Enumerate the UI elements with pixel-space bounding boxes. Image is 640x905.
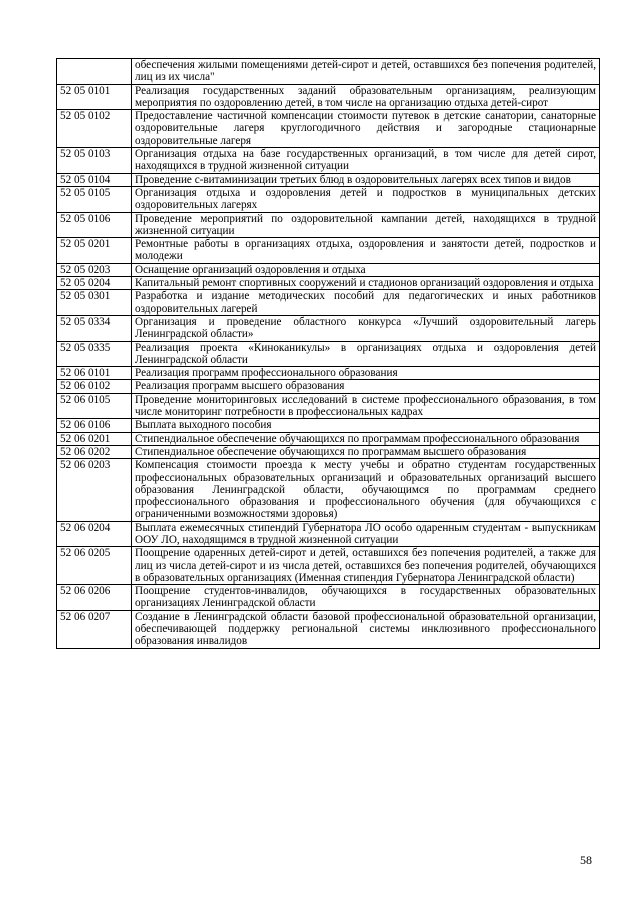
row-description: Ремонтные работы в организациях отдыха, оздоровления и занятости детей, подростков и молодежи: [132, 238, 600, 264]
row-description: Поощрение одаренных детей-сирот и детей, оставшихся без попечения родителей, а также для лиц из числа детей-сирот и из числа детей, оставшихся без попечения родителей, обучающихся в образовательных организациях (Именная стипендия Губернатора Ленинградской области): [132, 547, 600, 585]
table-row: [57, 315, 600, 341]
row-code: 52 05 0201: [57, 238, 132, 264]
row-code: 52 06 0101: [57, 367, 132, 380]
row-description: обеспечения жилыми помещениями детей-сирот и детей, оставшихся без попечения родителей, лиц из их числа": [132, 59, 600, 85]
row-description: Организация отдыха и оздоровления детей и подростков в муниципальных детских оздоровительных лагерях: [132, 186, 600, 212]
table-row: [57, 212, 600, 238]
row-code: 52 06 0102: [57, 380, 132, 393]
row-code: 52 05 0334: [57, 315, 132, 341]
table-row: [57, 186, 600, 212]
row-description: Предоставление частичной компенсации стоимости путевок в детские санатории, санаторные оздоровительные лагеря круглогодичного действия и загородные стационарные оздоровительные лагеря: [132, 110, 600, 148]
table-row: [57, 610, 600, 648]
row-description: Реализация государственных заданий образовательным организациям, реализующим мероприятия по оздоровлению детей, в том числе на организацию отдыха детей-сирот: [132, 84, 600, 110]
row-code: 52 06 0204: [57, 521, 132, 547]
row-code: 52 05 0105: [57, 186, 132, 212]
table-row: [57, 173, 600, 186]
row-description: Реализация программ профессионального образования: [132, 367, 600, 380]
row-description: Стипендиальное обеспечение обучающихся по программам профессионального образования: [132, 432, 600, 445]
row-description: Реализация программ высшего образования: [132, 380, 600, 393]
table-body: [57, 59, 600, 649]
row-code: 52 06 0205: [57, 547, 132, 585]
table-row: [57, 110, 600, 148]
row-description: Выплата выходного пособия: [132, 419, 600, 432]
row-code: 52 05 0301: [57, 290, 132, 316]
row-code: 52 05 0106: [57, 212, 132, 238]
table-row: [57, 459, 600, 521]
table-row: [57, 84, 600, 110]
row-code: 52 05 0335: [57, 341, 132, 367]
row-code: 52 06 0106: [57, 419, 132, 432]
table-row: [57, 263, 600, 276]
table-row: [57, 547, 600, 585]
table-row: [57, 290, 600, 316]
row-description: Проведение мероприятий по оздоровительной кампании детей, находящихся в трудной жизненной ситуации: [132, 212, 600, 238]
row-description: Выплата ежемесячных стипендий Губернатора ЛО особо одаренным студентам - выпускникам ООУ ЛО, находящимся в трудной жизненной ситуации: [132, 521, 600, 547]
row-code: 52 06 0201: [57, 432, 132, 445]
row-code: 52 06 0207: [57, 610, 132, 648]
row-description: Проведение с-витаминизации третьих блюд в оздоровительных лагерях всех типов и видов: [132, 173, 600, 186]
row-code: 52 05 0204: [57, 277, 132, 290]
row-description: Поощрение студентов-инвалидов, обучающихся в государственных образовательных организациях Ленинградской области: [132, 585, 600, 611]
page-number: 58: [580, 853, 592, 867]
row-code: 52 05 0102: [57, 110, 132, 148]
row-code: 52 05 0103: [57, 148, 132, 174]
table-row: [57, 419, 600, 432]
row-code: 52 05 0104: [57, 173, 132, 186]
table-row: [57, 585, 600, 611]
row-description: Организация и проведение областного конкурса «Лучший оздоровительный лагерь Ленинградской области»: [132, 315, 600, 341]
row-description: Компенсация стоимости проезда к месту учебы и обратно студентам государственных профессиональных образовательных организаций и образовательных организаций высшего образования Ленинградской области, обучающимся по программам среднего профессионального образования и профессионального обучения (для обучающихся с ограниченными возможностями здоровья): [132, 459, 600, 521]
row-code: 52 05 0203: [57, 263, 132, 276]
row-code: 52 05 0101: [57, 84, 132, 110]
row-code: [57, 59, 132, 85]
table-row: [57, 393, 600, 419]
row-code: 52 06 0105: [57, 393, 132, 419]
table-row: [57, 277, 600, 290]
row-description: Капитальный ремонт спортивных сооружений и стадионов организаций оздоровления и отдыха: [132, 277, 600, 290]
budget-codes-table: [56, 58, 600, 649]
table-row: [57, 238, 600, 264]
table-row: [57, 148, 600, 174]
table-row: [57, 59, 600, 85]
row-description: Создание в Ленинградской области базовой профессиональной образовательной организации, обеспечивающей поддержку региональной системы инклюзивного профессионального образования инвалидов: [132, 610, 600, 648]
table-row: [57, 521, 600, 547]
row-description: Оснащение организаций оздоровления и отдыха: [132, 263, 600, 276]
table-row: [57, 367, 600, 380]
row-code: 52 06 0203: [57, 459, 132, 521]
row-description: Организация отдыха на базе государственных организаций, в том числе для детей сирот, находящихся в трудной жизненной ситуации: [132, 148, 600, 174]
table-row: [57, 341, 600, 367]
table-row: [57, 445, 600, 458]
row-description: Проведение мониторинговых исследований в системе профессионального образования, в том числе мониторинг потребности в профессиональных кадрах: [132, 393, 600, 419]
table-row: [57, 432, 600, 445]
row-description: Разработка и издание методических пособий для педагогических и иных работников оздоровительных лагерей: [132, 290, 600, 316]
table-row: [57, 380, 600, 393]
row-description: Реализация проекта «Киноканикулы» в организациях отдыха и оздоровления детей Ленинградской области: [132, 341, 600, 367]
row-code: 52 06 0206: [57, 585, 132, 611]
row-code: 52 06 0202: [57, 445, 132, 458]
row-description: Стипендиальное обеспечение обучающихся по программам высшего образования: [132, 445, 600, 458]
